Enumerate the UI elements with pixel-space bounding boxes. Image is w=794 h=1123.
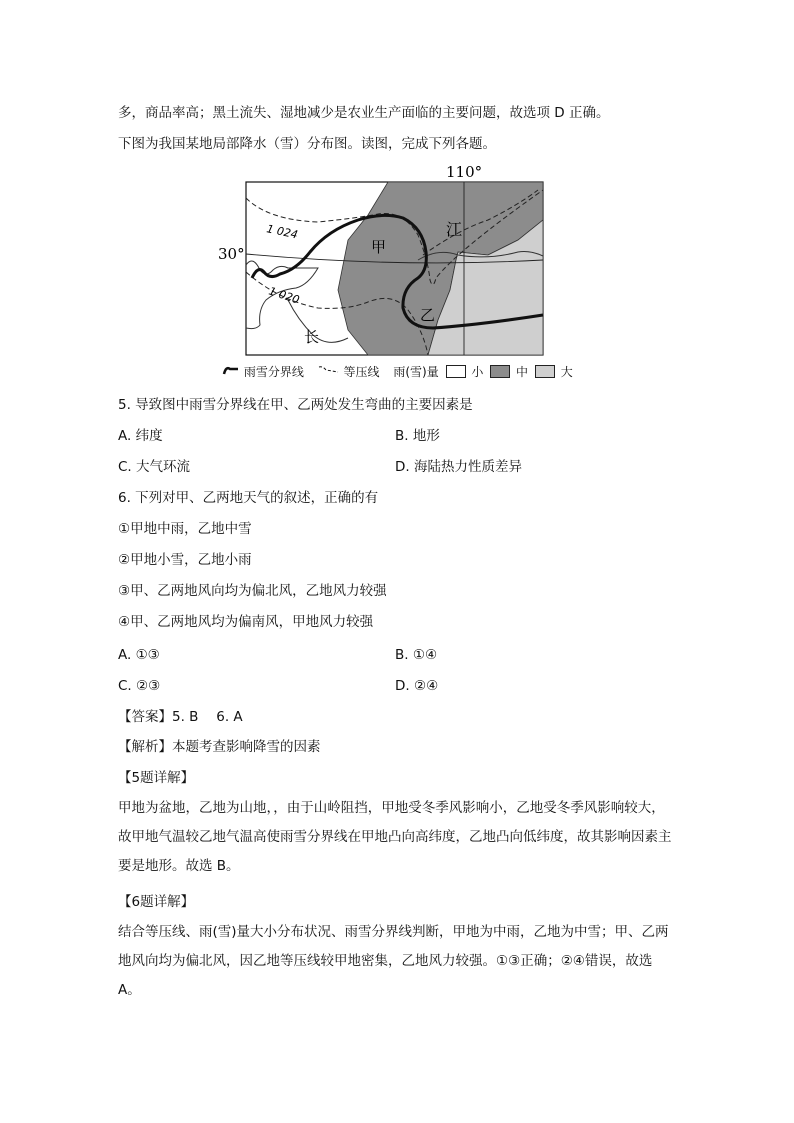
legend-boundary-label: 雨雪分界线 (243, 364, 304, 379)
q6-statement-2: ②甲地小雪，乙地小雨 (118, 552, 252, 568)
q5-option-a: A. 纬度 (118, 428, 163, 444)
map-svg (218, 160, 578, 385)
q6-option-c: C. ②③ (118, 678, 161, 694)
q6-statement-4: ④甲、乙两地风均为偏南风，甲地风力较强 (118, 614, 374, 630)
legend-small-label: 小 (471, 364, 484, 379)
q6-statement-1: ①甲地中雨，乙地中雪 (118, 521, 252, 537)
label-jia: 甲 (371, 238, 387, 256)
q5-option-d: D. 海陆热力性质差异 (395, 459, 522, 475)
label-yi: 乙 (420, 306, 436, 324)
q5-stem: 5. 导致图中雨雪分界线在甲、乙两处发生弯曲的主要因素是 (118, 397, 473, 413)
answer-line: 【答案】5. B 6. A (118, 709, 243, 725)
q5-option-b: B. 地形 (395, 428, 440, 444)
legend-isobar-label: 等压线 (343, 364, 380, 379)
detail5-text: 甲地为盆地，乙地为山地，，由于山岭阻挡，甲地受冬季风影响小，乙地受冬季风影响较大，故甲地气温较乙地气温高使雨雪分界线在甲地凸向高纬度，乙地凸向低纬度，故其影响因素主要是地形。故选 B。 (118, 800, 672, 874)
large-swatch (535, 365, 555, 378)
medium-swatch (490, 365, 510, 378)
q6-option-d: D. ②④ (395, 678, 439, 694)
map-legend (222, 362, 573, 381)
isobar-legend-icon (318, 363, 340, 381)
detail5-heading: 【5题详解】 (118, 770, 195, 786)
q6-stem: 6. 下列对甲、乙两地天气的叙述，正确的有 (118, 490, 379, 506)
intro-line-2: 下图为我国某地局部降水（雪）分布图。读图，完成下列各题。 (118, 136, 496, 152)
q6-option-a: A. ①③ (118, 647, 160, 663)
analysis-line: 【解析】本题考查影响降雪的因素 (118, 739, 321, 755)
precipitation-map (218, 160, 578, 385)
longitude-label: 110° (446, 163, 483, 181)
detail6-heading: 【6题详解】 (118, 894, 195, 910)
legend-amount-label: 雨(雪)量 (393, 364, 439, 379)
latitude-label: 30° (218, 245, 245, 263)
boundary-legend-icon (222, 363, 240, 381)
isobar-1024-label: 1 024 (265, 222, 299, 242)
intro-line-1: 多，商品率高；黑土流失、湿地减少是农业生产面临的主要问题，故选项 D 正确。 (118, 105, 610, 121)
isobar-1020-label: 1 020 (267, 284, 302, 307)
detail6-text: 结合等压线、雨(雪)量大小分布状况、雨雪分界线判断，甲地为中雨，乙地为中雪；甲、乙两地风向均为偏北风，因乙地等压线较甲地密集，乙地风力较强。①③正确；②④错误，故选 A。 (118, 924, 669, 998)
label-chang: 长 (304, 328, 320, 346)
legend-large-label: 大 (560, 364, 573, 379)
legend-medium-label: 中 (516, 364, 529, 379)
q6-option-b: B. ①④ (395, 647, 438, 663)
label-jiang: 江 (446, 220, 463, 239)
q5-option-c: C. 大气环流 (118, 459, 191, 475)
small-swatch (446, 365, 466, 378)
q6-statement-3: ③甲、乙两地风向均为偏北风，乙地风力较强 (118, 583, 387, 599)
